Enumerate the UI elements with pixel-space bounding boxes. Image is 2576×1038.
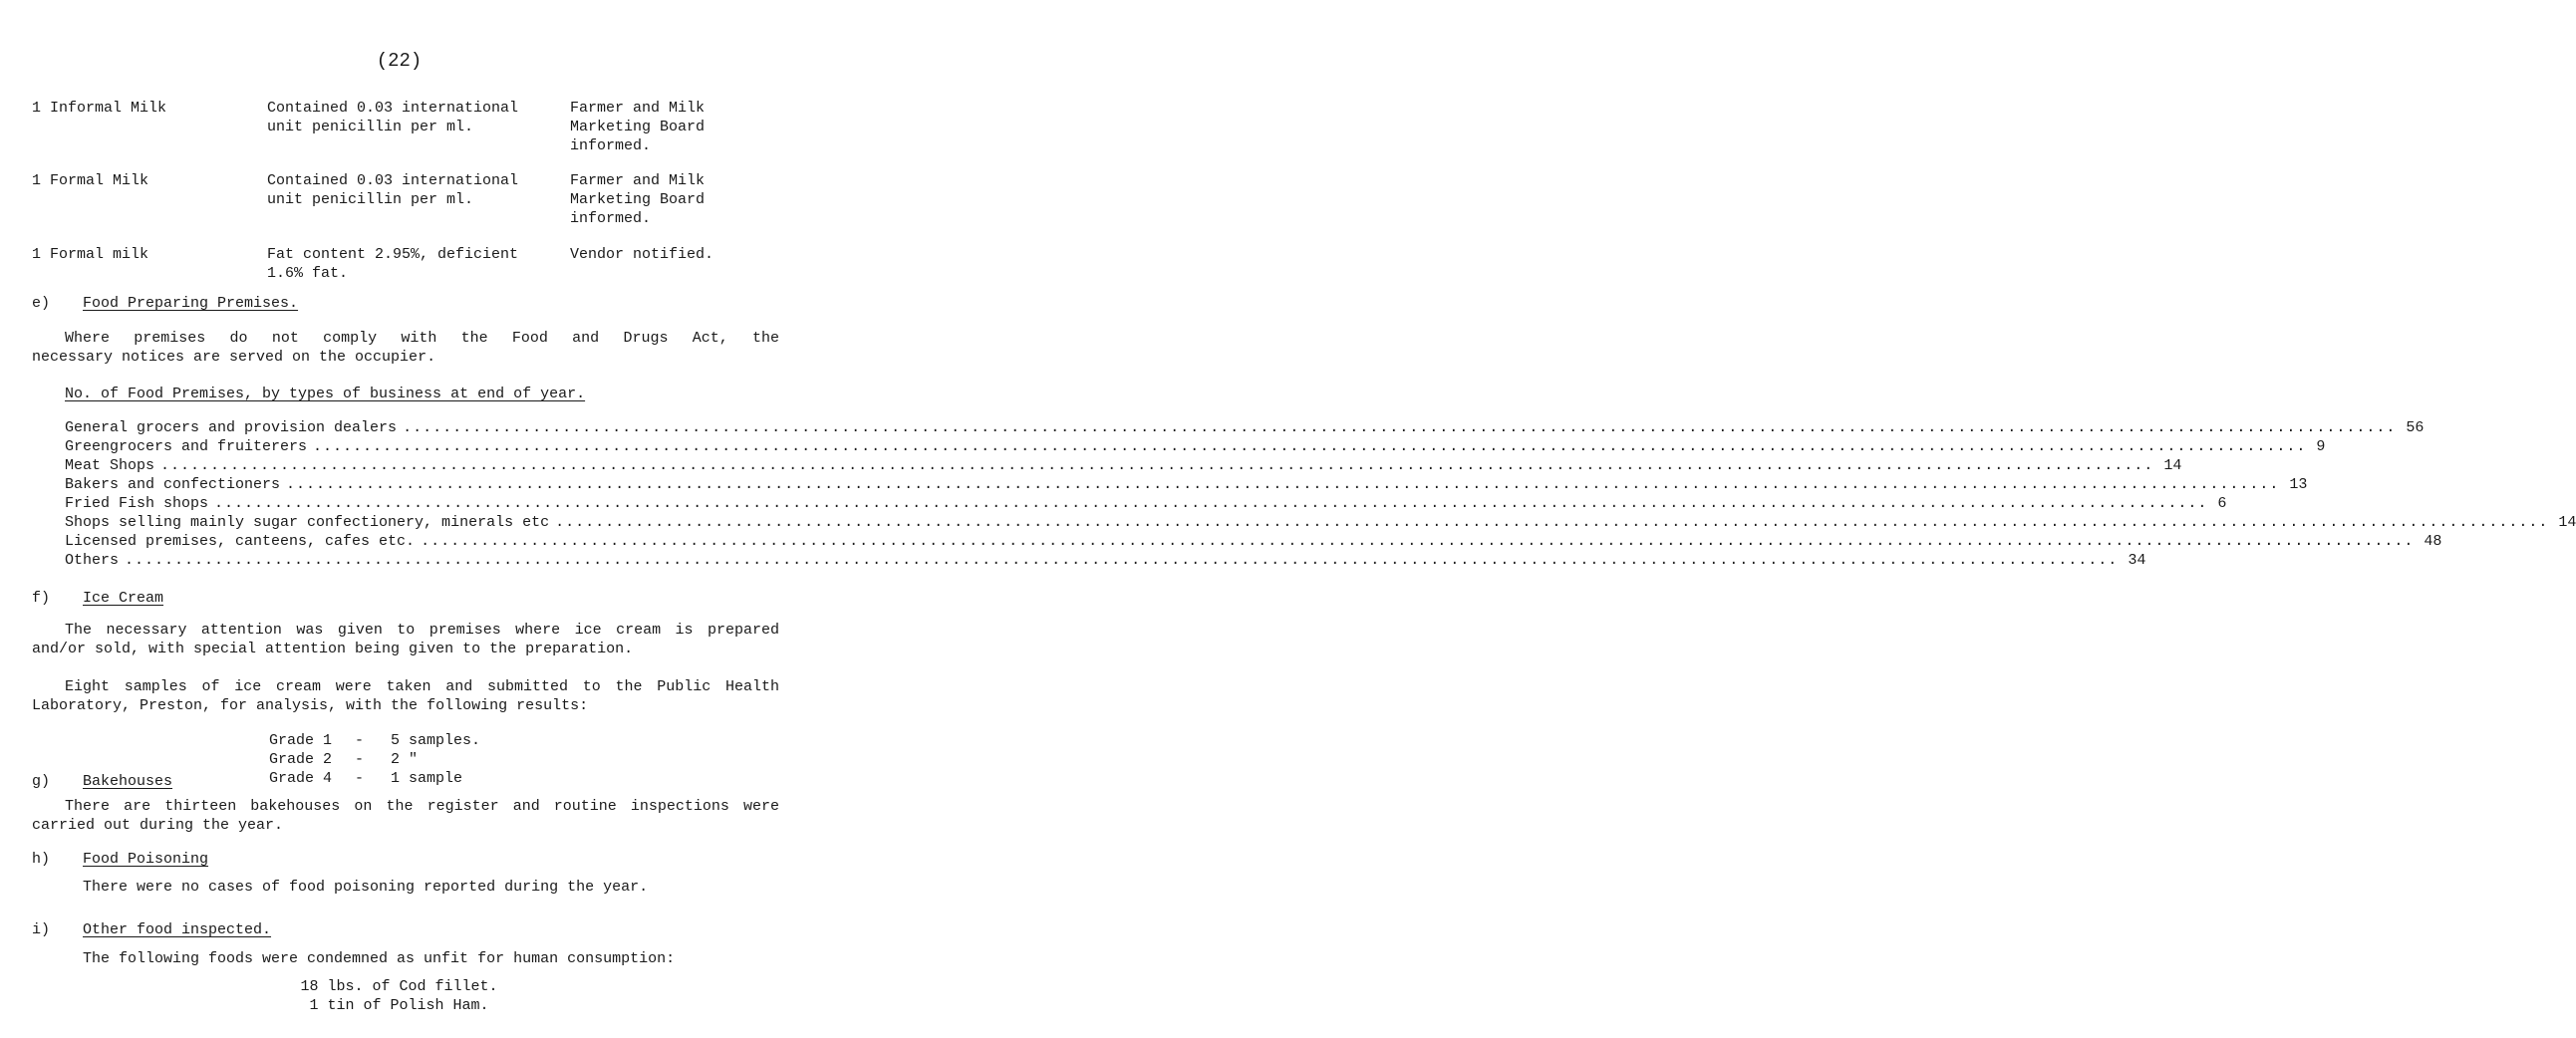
list-item: [65, 494, 2227, 513]
sample-finding: Fat content 2.95%, deficient 1.6% fat.: [267, 246, 519, 282]
premise-count: 13: [2289, 476, 2308, 493]
dot-leader: ........................................................................................................................................................................................................: [421, 533, 2415, 550]
section-g-para-line2: carried out during the year.: [32, 817, 284, 834]
grade-label: Grade 2: [269, 751, 333, 768]
premise-count: 14: [2163, 457, 2182, 474]
premise-count: 6: [2217, 495, 2227, 512]
section-e-paragraph: [32, 329, 779, 367]
dot-leader: ........................................................................................................................................................................................................: [555, 514, 2549, 531]
section-h-letter: h): [32, 851, 51, 868]
section-g-paragraph: [32, 797, 779, 835]
grade-label: Grade 4: [269, 770, 333, 787]
premises-list-heading: No. of Food Premises, by types of business at end of year.: [65, 386, 586, 402]
premise-type: Licensed premises, canteens, cafes etc.: [65, 533, 416, 550]
section-f-letter: f): [32, 590, 51, 607]
grade-results: [269, 731, 480, 788]
list-item: [65, 437, 2326, 456]
grade-result: 2 ": [391, 751, 419, 768]
premises-list: [65, 418, 2576, 570]
section-i-title: Other food inspected.: [83, 921, 272, 938]
grade-dash: -: [355, 732, 365, 749]
sample-name: 1 Formal Milk: [32, 172, 149, 189]
list-item: [65, 456, 2182, 475]
premise-type: Shops selling mainly sugar confectionery, minerals etc: [65, 514, 550, 531]
premise-type: Meat Shops: [65, 457, 155, 474]
sample-row: [0, 99, 798, 158]
grade-result: 1 sample: [391, 770, 463, 787]
section-e-para-line1: Where premises do not comply with the Food and Drugs Act, the: [65, 330, 779, 347]
premise-count: 56: [2406, 419, 2425, 436]
sample-action: Vendor notified.: [570, 246, 715, 263]
sample-action: Farmer and Milk Marketing Board informed.: [570, 100, 706, 154]
grade-result: 5 samples.: [391, 732, 481, 749]
list-item: [65, 551, 2147, 570]
sample-finding: Contained 0.03 international unit penicillin per ml.: [267, 100, 519, 135]
premise-type: Bakers and confectioners: [65, 476, 281, 493]
premise-count: 48: [2424, 533, 2442, 550]
premise-count: 9: [2316, 438, 2326, 455]
premise-type: Others: [65, 552, 120, 569]
section-i-letter: i): [32, 921, 51, 938]
grade-dash: -: [355, 770, 365, 787]
condemned-items: [0, 977, 798, 1015]
section-g-para-line1: There are thirteen bakehouses on the register and routine inspections were: [65, 798, 779, 815]
sample-row: [0, 171, 798, 231]
dot-leader: ........................................................................................................................................................................................................: [160, 457, 2154, 474]
premise-count: 14: [2558, 514, 2576, 531]
section-f-para2-line2: Laboratory, Preston, for analysis, with the following results:: [32, 697, 589, 714]
dot-leader: ........................................................................................................................................................................................................: [214, 495, 2208, 512]
premise-count: 34: [2128, 552, 2147, 569]
premise-type: Greengrocers and fruiterers: [65, 438, 308, 455]
section-e-title: Food Preparing Premises.: [83, 295, 299, 312]
section-h-text: There were no cases of food poisoning reported during the year.: [83, 879, 649, 896]
grade-dash: -: [355, 751, 365, 768]
dot-leader: ........................................................................................................................................................................................................: [313, 438, 2307, 455]
list-item: [65, 475, 2308, 494]
sample-name: 1 Informal Milk: [32, 100, 167, 117]
section-g-title: Bakehouses: [83, 773, 173, 790]
section-e-para-line2: necessary notices are served on the occupier.: [32, 349, 436, 366]
list-item: 1 tin of Polish Ham.: [309, 997, 489, 1014]
section-f-title: Ice Cream: [83, 590, 164, 607]
premise-type: Fried Fish shops: [65, 495, 209, 512]
section-e-letter: e): [32, 295, 51, 312]
dot-leader: ........................................................................................................................................................................................................: [286, 476, 2280, 493]
page-number: (22): [376, 50, 423, 72]
dot-leader: ........................................................................................................................................................................................................: [403, 419, 2397, 436]
section-f-paragraph-1: [32, 621, 779, 658]
section-f-para1-line2: and/or sold, with special attention being given to the preparation.: [32, 641, 634, 657]
section-f-para1-line1: The necessary attention was given to premises where ice cream is prepared: [65, 622, 779, 639]
section-g-letter: g): [32, 773, 51, 790]
section-f-paragraph-2: [32, 677, 779, 715]
premise-type: General grocers and provision dealers: [65, 419, 398, 436]
list-item: [65, 418, 2425, 437]
list-item: 18 lbs. of Cod fillet.: [300, 978, 498, 995]
section-h-title: Food Poisoning: [83, 851, 209, 868]
list-item: [65, 532, 2442, 551]
list-item: [269, 731, 480, 750]
sample-name: 1 Formal milk: [32, 246, 149, 263]
list-item: [269, 750, 480, 769]
sample-finding: Contained 0.03 international unit penicillin per ml.: [267, 172, 519, 208]
list-item: [269, 769, 480, 788]
section-f-para2-line1: Eight samples of ice cream were taken and submitted to the Public Health: [65, 678, 779, 695]
dot-leader: ........................................................................................................................................................................................................: [125, 552, 2119, 569]
grade-label: Grade 1: [269, 732, 333, 749]
list-item: [65, 513, 2576, 532]
sample-action: Farmer and Milk Marketing Board informed.: [570, 172, 706, 227]
section-i-text: The following foods were condemned as unfit for human consumption:: [83, 950, 676, 967]
